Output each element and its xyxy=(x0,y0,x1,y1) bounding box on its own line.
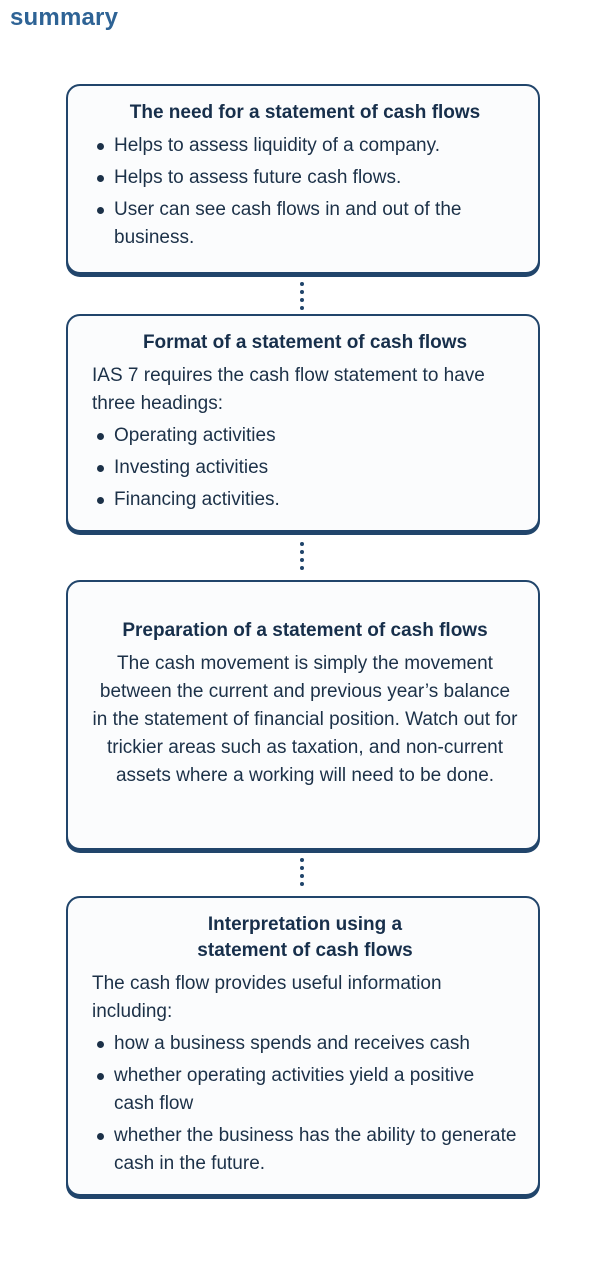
format-box xyxy=(66,314,540,532)
bullet-list xyxy=(92,422,518,514)
box-heading: Preparation of a statement of cash flows xyxy=(122,620,488,641)
box-intro: The cash flow provides useful information including: xyxy=(92,973,442,1022)
box-heading: The need for a statement of cash flows xyxy=(129,102,481,123)
dotted-connector xyxy=(300,542,304,570)
box-heading: Format of a statement of cash flows xyxy=(142,332,468,353)
box-intro: The cash movement is simply the movement between the current and previous year’s balance in the statement of financial position. Watch out for trickier areas such as taxation, and non-current assets where a working will need to be done. xyxy=(92,653,518,786)
list-item: Helps to assess future cash flows. xyxy=(92,164,518,192)
box-heading: Interpretation using a statement of cash flows xyxy=(197,914,413,961)
list-item: Helps to assess liquidity of a company. xyxy=(92,132,518,160)
bullet-list xyxy=(92,1030,518,1178)
list-item: how a business spends and receives cash xyxy=(92,1030,518,1058)
list-item: whether the business has the ability to generate cash in the future. xyxy=(92,1122,518,1178)
dotted-connector xyxy=(300,858,304,886)
list-item: whether operating activities yield a positive cash flow xyxy=(92,1062,518,1118)
dotted-connector xyxy=(300,282,304,310)
preparation-box xyxy=(66,580,540,850)
box-intro: IAS 7 requires the cash flow statement to have three headings: xyxy=(92,365,485,414)
list-item: User can see cash flows in and out of the business. xyxy=(92,196,518,252)
bullet-list xyxy=(92,132,518,252)
list-item: Operating activities xyxy=(92,422,518,450)
page-title: summary xyxy=(10,4,119,31)
need-for-cash-flow-box xyxy=(66,84,540,274)
list-item: Investing activities xyxy=(92,454,518,482)
interpretation-box xyxy=(66,896,540,1196)
list-item: Financing activities. xyxy=(92,486,518,514)
